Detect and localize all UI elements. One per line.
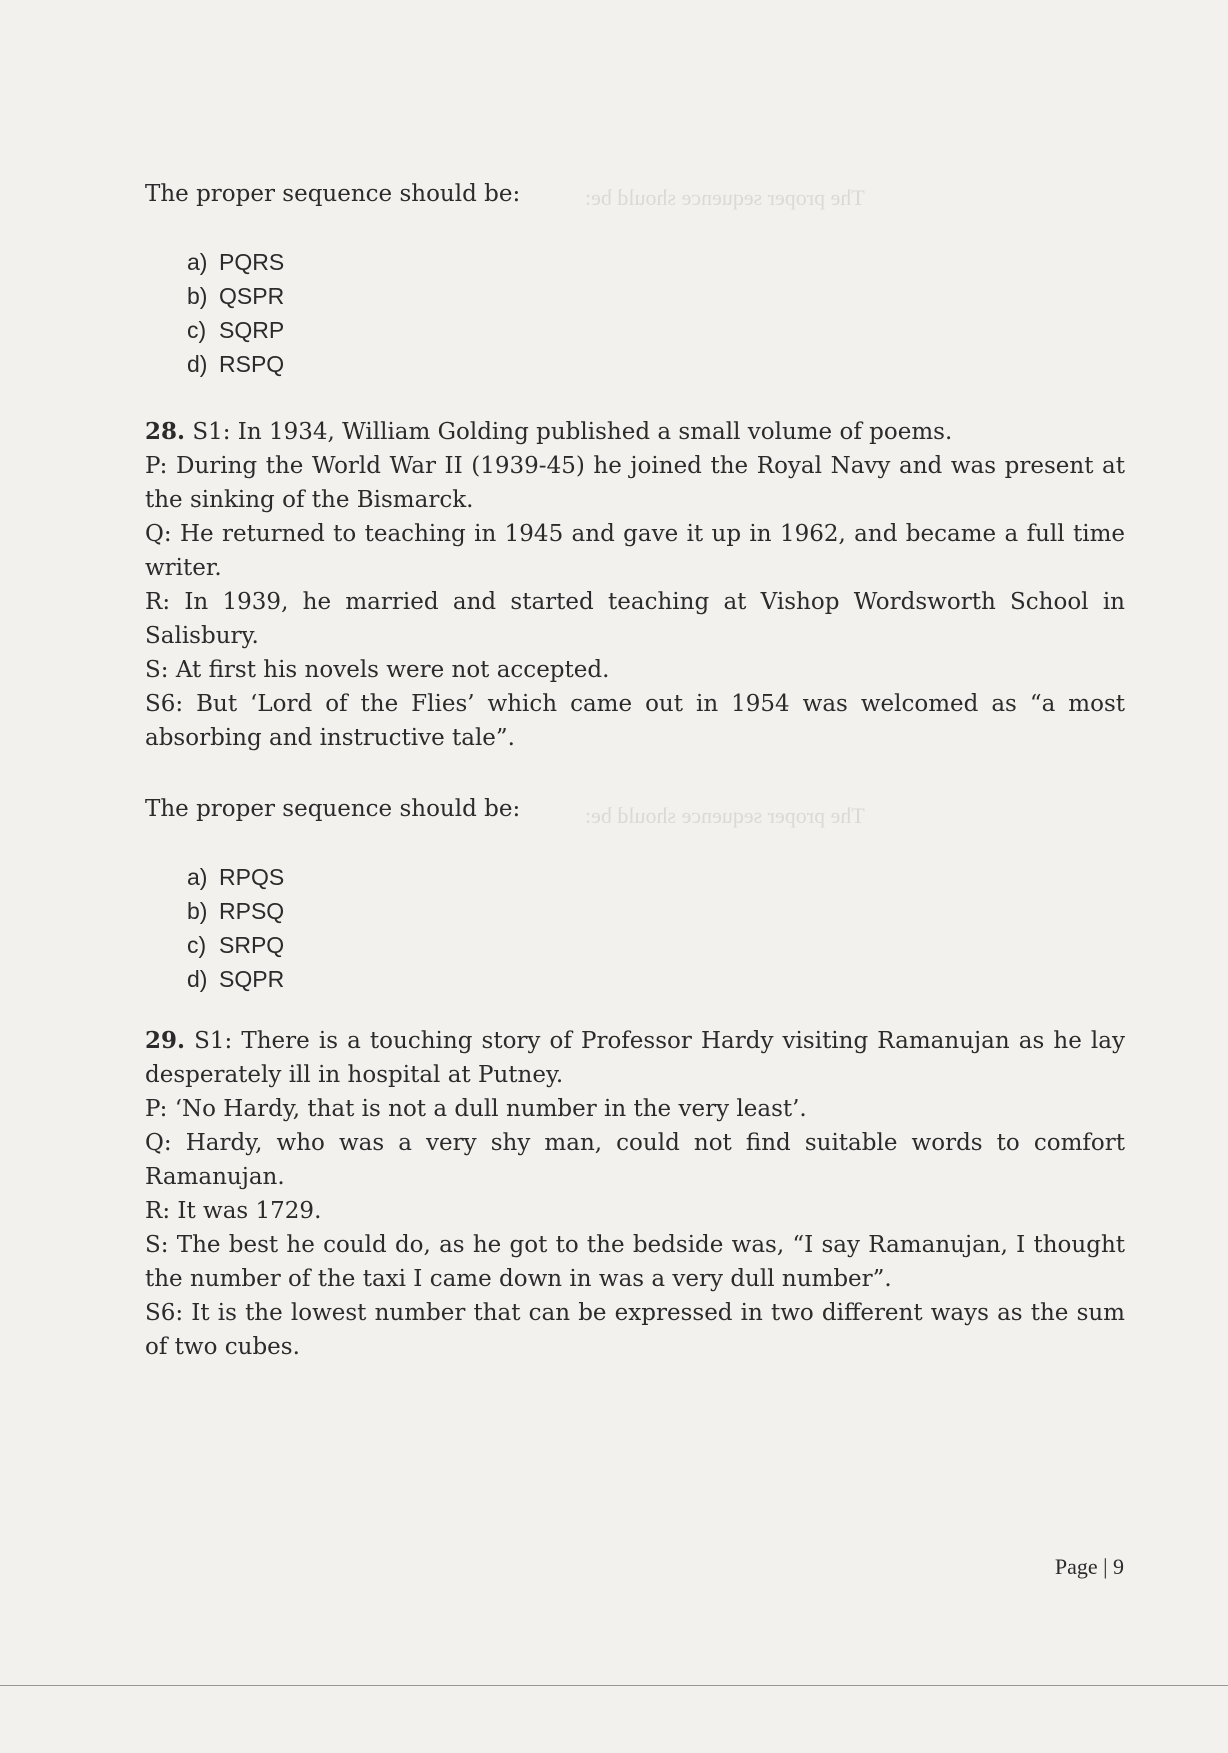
q28-r: R: In 1939, he married and started teaching at Vishop Wordsworth School in Salisbury. [145,589,1125,649]
option-b[interactable]: b) QSPR [187,283,285,309]
page-number: Page | 9 [1054,1554,1124,1579]
q27-sequence-label [145,177,1125,211]
q28-s1: 28. S1: In 1934, William Golding published a small volume of poems. [145,418,953,445]
option-a[interactable]: a) PQRS [187,249,285,275]
q28-options [187,860,284,996]
q29-r: R: It was 1729. [145,1198,322,1224]
question-29 [145,1024,1125,1364]
option-a[interactable]: a) RPQS [187,864,285,890]
question-number: 28. [145,418,186,445]
q28-sequence-label [145,792,1125,826]
option-c[interactable]: c) SRPQ [187,932,285,958]
q29-q: Q: Hardy, who was a very shy man, could not find suitable words to comfort Ramanujan. [145,1130,1125,1190]
option-b[interactable]: b) RPSQ [187,898,285,924]
q27-options [187,245,284,381]
sequence-label: The proper sequence should be: [145,796,521,822]
option-c[interactable]: c) SQRP [187,317,285,343]
show-through-text: The proper sequence should be: [585,185,865,210]
show-through-text: The proper sequence should be: [585,803,865,828]
q29-s6: S6: It is the lowest number that can be expressed in two different ways as the sum of two cubes. [145,1300,1125,1360]
q28-q: Q: He returned to teaching in 1945 and gave it up in 1962, and became a full time writer. [145,521,1125,581]
q29-p: P: ‘No Hardy, that is not a dull number in the very least’. [145,1096,807,1122]
q28-s6: S6: But ‘Lord of the Flies’ which came out in 1954 was welcomed as “a most absorbing and instructive tale”. [145,691,1125,751]
question-number: 29. [145,1027,186,1054]
bottom-edge-line [0,1685,1228,1686]
q28-s: S: At first his novels were not accepted. [145,657,610,683]
q29-s1: 29. S1: There is a touching story of Professor Hardy visiting Ramanujan as he lay desperately ill in hospital at Putney. [145,1027,1125,1088]
option-d[interactable]: d) SQPR [187,966,285,992]
question-28 [145,415,1125,755]
q28-p: P: During the World War II (1939-45) he joined the Royal Navy and was present at the sinking of the Bismarck. [145,453,1125,513]
q29-s: S: The best he could do, as he got to the bedside was, “I say Ramanujan, I thought the number of the taxi I came down in was a very dull number”. [145,1232,1125,1292]
option-d[interactable]: d) RSPQ [187,351,285,377]
sequence-label: The proper sequence should be: [145,181,521,207]
